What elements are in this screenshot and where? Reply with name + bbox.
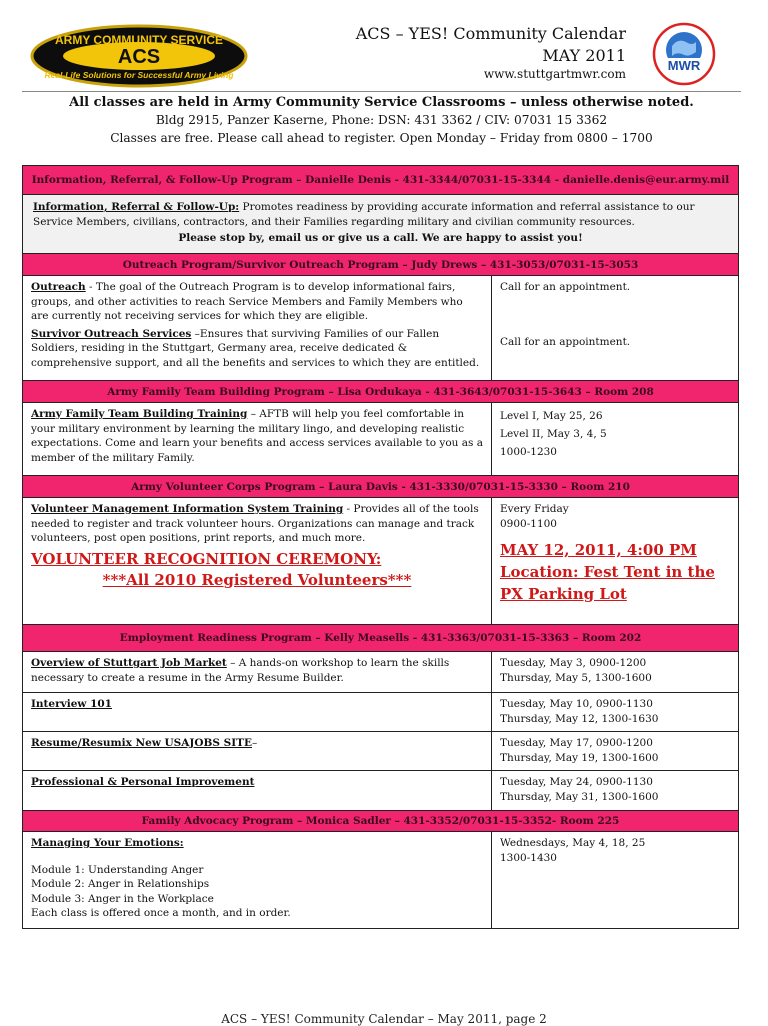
- interview-schedule: [492, 693, 738, 731]
- family-advocacy-time: 1300-1430: [500, 851, 557, 864]
- job-market-title: Overview of Stuttgart Job Market: [31, 657, 227, 669]
- family-advocacy-schedule-cell: [492, 832, 738, 928]
- resume-cell: [23, 732, 492, 770]
- ceremony-location-2: PX Parking Lot: [500, 585, 627, 603]
- calendar-title: ACS – YES! Community Calendar: [355, 24, 626, 43]
- volunteer-description-cell: [23, 498, 492, 624]
- info-line-1: All classes are held in Army Community Service Classrooms – unless otherwise noted.: [69, 95, 694, 110]
- aftb-schedule-cell: [492, 403, 738, 475]
- ceremony-heading: VOLUNTEER RECOGNITION CEREMONY:: [31, 549, 382, 568]
- section-header-aftb: [23, 380, 738, 403]
- resume-schedule: [492, 732, 738, 770]
- improvement-cell: [23, 771, 492, 810]
- outreach-when: Call for an appointment.: [500, 281, 631, 293]
- aftb-row: [23, 403, 738, 475]
- info-line-2: Bldg 2915, Panzer Kaserne, Phone: DSN: 431 3362 / CIV: 07031 15 3362: [155, 113, 608, 127]
- resume-when-1: Tuesday, May 17, 0900-1200: [500, 737, 653, 749]
- employment-row-2: [23, 692, 738, 731]
- aftb-description-cell: [23, 403, 492, 475]
- resume-title: Resume/Resumix New USAJOBS SITE: [31, 737, 252, 749]
- volunteer-title: Volunteer Management Information System Training: [31, 503, 344, 515]
- resume-when-2: Thursday, May 19, 1300-1600: [500, 751, 659, 764]
- interview-when-1: Tuesday, May 10, 0900-1130: [500, 698, 653, 710]
- mwr-logo: [648, 20, 720, 88]
- outreach-schedule-cell: [492, 276, 738, 380]
- website-link[interactable]: www.stuttgartmwr.com: [483, 67, 626, 81]
- volunteer-row: [23, 498, 738, 624]
- section-header-outreach: [23, 253, 738, 276]
- ceremony-location-1: Location: Fest Tent in the: [500, 563, 715, 581]
- aftb-level-2: Level II, May 3, 4, 5: [500, 428, 607, 440]
- calendar-month: MAY 2011: [542, 46, 626, 65]
- job-market-cell: [23, 652, 492, 692]
- information-referral-title: Information, Referral & Follow-Up:: [33, 201, 240, 213]
- employment-row-1: [23, 652, 738, 692]
- aftb-level-1: Level I, May 25, 26: [500, 410, 603, 422]
- acs-logo-bottom-text: Real-Life Solutions for Successful Army Living: [44, 70, 234, 80]
- header-divider: [22, 91, 741, 92]
- family-advocacy-row: [23, 832, 738, 928]
- resume-dash: –: [251, 737, 258, 749]
- family-advocacy-description-cell: [23, 832, 492, 928]
- section-header-text: Family Advocacy Program – Monica Sadler – 431-3352/07031-15-3352- Room 225: [141, 815, 620, 827]
- improvement-title: Professional & Personal Improvement: [31, 776, 255, 788]
- page-footer: ACS – YES! Community Calendar – May 2011, page 2: [221, 1012, 547, 1026]
- ceremony-subheading: ***All 2010 Registered Volunteers***: [102, 570, 412, 589]
- module-1: Module 1: Understanding Anger: [31, 863, 204, 876]
- interview-when-2: Thursday, May 12, 1300-1630: [500, 712, 659, 725]
- aftb-time: 1000-1230: [500, 446, 557, 458]
- section-header-text: Army Family Team Building Program – Lisa Ordukaya - 431-3643/07031-15-3643 – Room 208: [107, 385, 654, 398]
- improvement-when-2: Thursday, May 31, 1300-1600: [500, 790, 659, 803]
- outreach-row: [23, 276, 738, 380]
- survivor-outreach-desc: –Ensures that surviving Families of our Fallen Soldiers, residing in the Stuttgart, Germany area, receive dedicated & comprehensive support, and all the benefits and services to which they are entitled.: [31, 327, 480, 369]
- information-referral-cell: [23, 195, 738, 253]
- outreach-desc: - The goal of the Outreach Program is to develop informational fairs, groups, and other activities to reach Service Members and Family Members who are currently not receiving services for which they are eligible.: [31, 281, 463, 322]
- information-referral-desc: Promotes readiness by providing accurate information and referral assistance to our Service Members, civilians, contractors, and their Families regarding military and civilian community resources.: [33, 201, 695, 228]
- section-header-volunteer: [23, 475, 738, 498]
- information-referral-row: [23, 195, 738, 253]
- info-line-3: Classes are free. Please call ahead to register. Open Monday – Friday from 0800 – 1700: [110, 131, 653, 145]
- section-header-information-referral: [23, 166, 738, 195]
- outreach-description-cell: [23, 276, 492, 380]
- interview-title: Interview 101: [31, 698, 112, 710]
- information-referral-note: Please stop by, email us or give us a call. We are happy to assist you!: [178, 232, 583, 244]
- acs-logo: [30, 24, 248, 88]
- survivor-outreach-block: [31, 327, 483, 371]
- employment-row-3: [23, 731, 738, 770]
- aftb-title: Army Family Team Building Training: [31, 408, 248, 420]
- survivor-outreach-title: Survivor Outreach Services: [31, 327, 192, 340]
- family-advocacy-days: Wednesdays, May 4, 18, 25: [500, 837, 646, 849]
- volunteer-day: Every Friday: [500, 503, 569, 515]
- acs-logo-center-text: ACS: [117, 46, 161, 68]
- calendar-table: [22, 165, 739, 929]
- section-header-family-advocacy: [23, 810, 738, 832]
- module-2: Module 2: Anger in Relationships: [31, 878, 210, 890]
- section-header-text: Outreach Program/Survivor Outreach Program – Judy Drews – 431-3053/07031-15-3053: [122, 258, 639, 271]
- section-header-employment: [23, 624, 738, 652]
- outreach-title: Outreach: [31, 281, 86, 293]
- acs-logo-top-text: ARMY COMMUNITY SERVICE: [54, 33, 224, 47]
- section-header-text: Information, Referral, & Follow-Up Program – Danielle Denis - 431-3344/07031-15-3344 - danielle.denis@eur.army.mil: [31, 174, 730, 186]
- volunteer-schedule-cell: [492, 498, 738, 624]
- job-market-schedule: [492, 652, 738, 692]
- section-header-text: Army Volunteer Corps Program – Laura Davis - 431-3330/07031-15-3330 – Room 210: [131, 480, 630, 493]
- volunteer-time: 0900-1100: [500, 517, 557, 530]
- outreach-block: [31, 280, 483, 324]
- section-header-text: Employment Readiness Program – Kelly Measells - 431-3363/07031-15-3363 – Room 202: [119, 632, 642, 644]
- employment-row-4: [23, 770, 738, 810]
- job-market-desc: – A hands-on workshop to learn the skills necessary to create a resume in the Army Resume Builder.: [31, 657, 450, 684]
- managing-emotions-title: Managing Your Emotions:: [31, 837, 184, 849]
- volunteer-desc: - Provides all of the tools needed to register and track volunteer hours. Organizations can manage and track volunteers, post open positions, print reports, and much more.: [31, 503, 479, 544]
- interview-cell: [23, 693, 492, 731]
- improvement-when-1: Tuesday, May 24, 0900-1130: [500, 776, 653, 788]
- survivor-outreach-when: Call for an appointment.: [500, 335, 631, 348]
- improvement-schedule: [492, 771, 738, 810]
- aftb-desc: – AFTB will help you feel comfortable in your military environment by learning the military lingo, and developing realistic expectations. Come and learn your benefits and access services available to you as a member of the military Family.: [31, 408, 483, 464]
- job-market-when-1: Tuesday, May 3, 0900-1200: [500, 657, 647, 669]
- module-3: Module 3: Anger in the Workplace: [31, 892, 214, 905]
- mwr-logo-text: MWR: [667, 58, 701, 73]
- job-market-when-2: Thursday, May 5, 1300-1600: [500, 671, 652, 684]
- module-note: Each class is offered once a month, and in order.: [31, 907, 291, 919]
- ceremony-date: MAY 12, 2011, 4:00 PM: [500, 541, 697, 559]
